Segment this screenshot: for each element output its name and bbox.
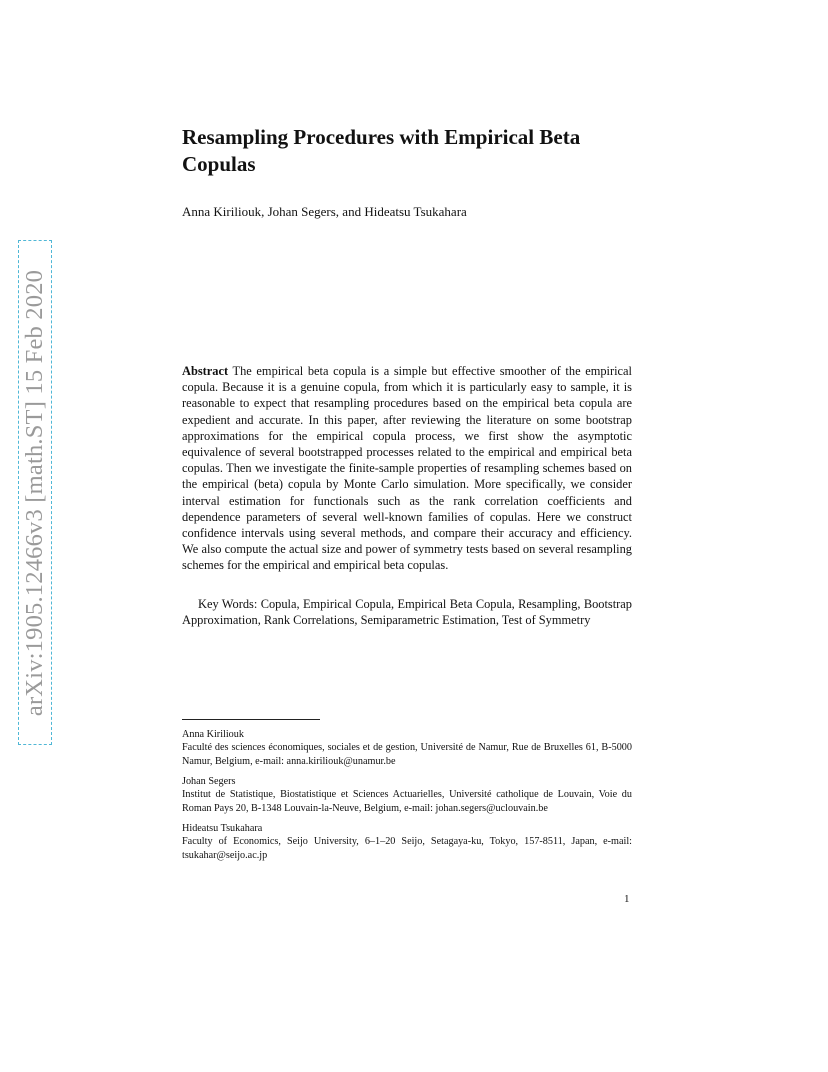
affiliation-address: Institut de Statistique, Biostatistique et Sciences Actuarielles, Université catholique de Louvain, Voie du Roman Pays 20, B-1348 Louvain-la-Neuve, Belgium, e-mail: johan.segers@uclouvain.be [182, 789, 632, 814]
author-list: Anna Kiriliouk, Johan Segers, and Hideatsu Tsukahara [182, 204, 467, 219]
abstract-text: The empirical beta copula is a simple but effective smoother of the empirical copula. Because it is a genuine copula, from which it is particularly easy to sample, it is reasonable to expect that resampling procedures based on the empirical beta copula are expedient and accurate. In this paper, after reviewing the literature on some bootstrap approximations for the empirical copula process, we first show the asymptotic equivalence of several bootstrapped processes related to the empirical and empirical beta copulas. Then we investigate the finite-sample properties of resampling schemes based on the empirical (beta) copula by Monte Carlo simulation. More specifically, we consider interval estimation for functionals such as the rank correlation coefficients and dependence parameters of several well-known families of copulas. Here we construct confidence intervals using several methods, and compare their accuracy and efficiency. We also compute the actual size and power of symmetry tests based on several resampling schemes for the empirical and empirical beta copulas. [182, 364, 632, 573]
affiliation-name: Anna Kiriliouk [182, 729, 244, 740]
affiliation-name: Johan Segers [182, 776, 236, 787]
arxiv-identifier: arXiv:1905.12466v3 [math.ST] 15 Feb 2020 [21, 269, 48, 716]
affiliation-tsukahara [182, 822, 632, 862]
affiliation-segers [182, 775, 632, 815]
footnote-rule [182, 719, 320, 720]
affiliation-name: Hideatsu Tsukahara [182, 823, 263, 834]
paper-title: Resampling Procedures with Empirical Beta Copulas [182, 125, 581, 176]
keywords: Key Words: Copula, Empirical Copula, Empirical Beta Copula, Resampling, Bootstrap Approximation, Rank Correlations, Semiparametric Estimation, Test of Symmetry [182, 597, 632, 628]
affiliation-kiriliouk [182, 728, 632, 768]
affiliation-address: Faculty of Economics, Seijo University, 6–1–20 Seijo, Setagaya-ku, Tokyo, 157-8511, Japan, e-mail: tsukahar@seijo.ac.jp [182, 836, 632, 861]
page-number: 1 [624, 893, 630, 905]
abstract [182, 363, 632, 574]
arxiv-stamp [18, 240, 52, 745]
abstract-label: Abstract [182, 364, 229, 378]
affiliation-address: Faculté des sciences économiques, sociales et de gestion, Université de Namur, Rue de Bruxelles 61, B-5000 Namur, Belgium, e-mail: anna.kiriliouk@unamur.be [182, 742, 632, 767]
